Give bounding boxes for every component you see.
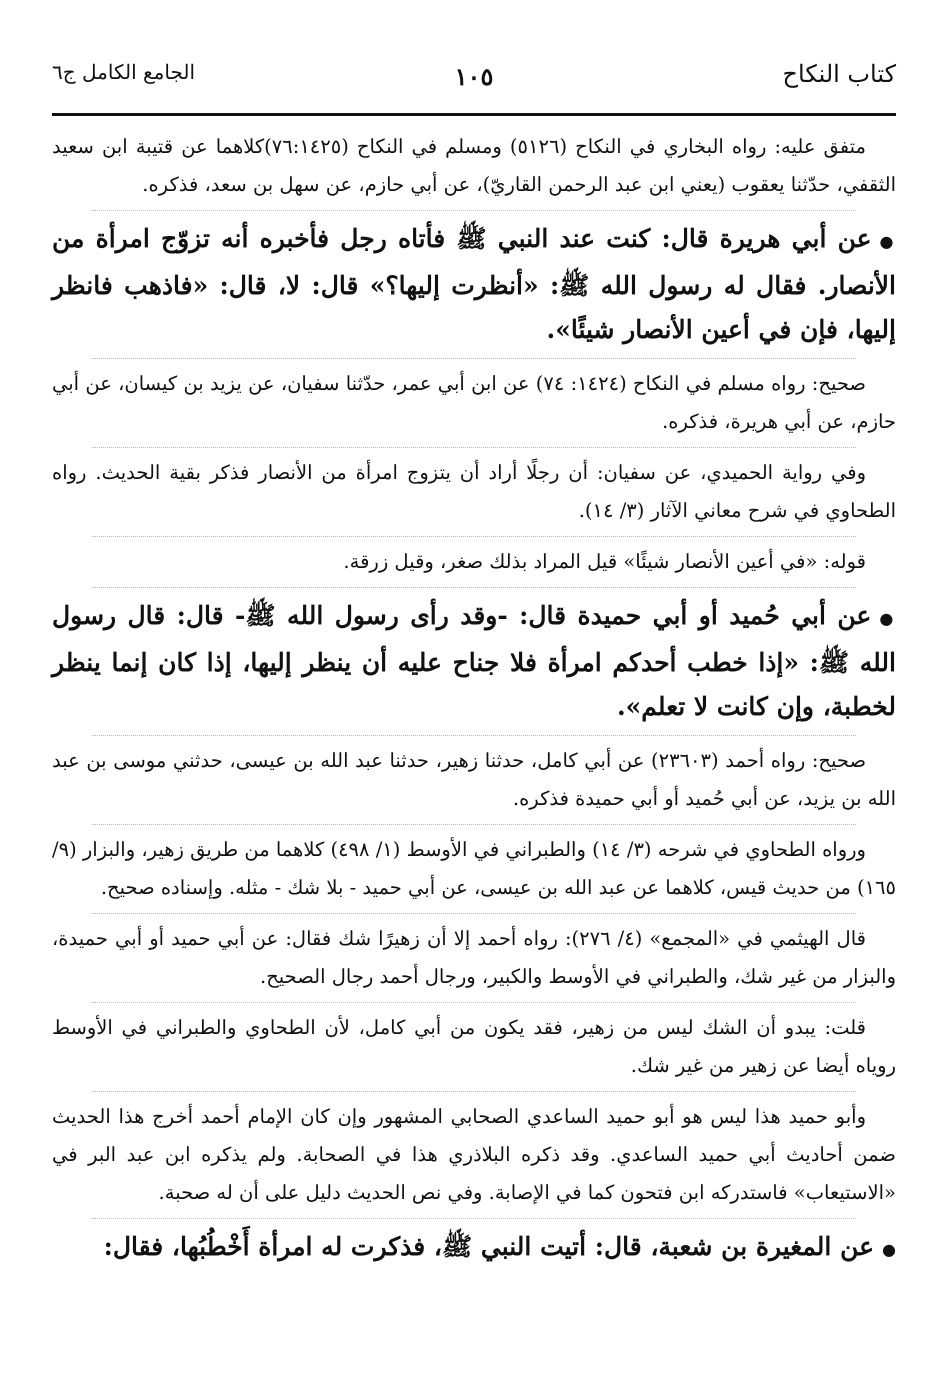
divider — [92, 824, 856, 825]
divider — [92, 447, 856, 448]
divider — [92, 913, 856, 914]
divider — [92, 735, 856, 736]
divider — [92, 587, 856, 588]
running-head-volume: الجامع الكامل ج٦ — [52, 60, 196, 84]
divider — [92, 1002, 856, 1003]
bullet-icon: ● — [879, 609, 897, 628]
takhrij-note: ورواه الطحاوي في شرحه (٣/ ١٤) والطبراني في الأوسط (١/ ٤٩٨) كلاهما من طريق زهير، والبزار (٩/ ١٦٥) من حديث قيس، كلاهما عن عبد الله بن عيسى، عن أبي حميد - بلا شك - مثله. وإسناده صحيح. — [52, 838, 896, 899]
hadith-text: عن أبي حُميد أو أبي حميدة قال: -وقد رأى رسول الله ﷺ- قال: قال رسول الله ﷺ: «إذا خطب أحدكم امرأة فلا جناح عليه أن ينظر إليها، إذا كان إنما ينظر لخطبة، وإن كانت لا تعلم». — [52, 601, 896, 721]
hadith-text: عن المغيرة بن شعبة، قال: أتيت النبي ﷺ، فذكرت له امرأة أَخْطُبُها، فقال: — [103, 1232, 875, 1261]
divider — [92, 536, 856, 537]
commentary-note: قوله: «في أعين الأنصار شيئًا» قيل المراد بذلك صغر، وقيل زرقة. — [343, 550, 866, 573]
bullet-icon: ● — [882, 1240, 896, 1259]
commentary-note: قلت: يبدو أن الشك ليس من زهير، فقد يكون من أبي كامل، لأن الطحاوي والطبراني في الأوسط روياه أيضا عن زهير من غير شك. — [52, 1016, 896, 1077]
hadith-text: عن أبي هريرة قال: كنت عند النبي ﷺ فأتاه رجل فأخبره أنه تزوّج امرأة من الأنصار. فقال له رسول الله ﷺ: «أنظرت إليها؟» قال: لا، قال: «فاذهب فانظر إليها، فإن في أعين الأنصار شيئًا». — [52, 224, 896, 344]
commentary-note: قال الهيثمي في «المجمع» (٤/ ٢٧٦): رواه أحمد إلا أن زهيرًا شك فقال: عن أبي حميد أو أبي حميدة، والبزار من غير شك، والطبراني في الأوسط والكبير، ورجال أحمد رجال الصحيح. — [52, 927, 896, 988]
divider — [92, 1091, 856, 1092]
running-head-book-title: كتاب النكاح — [782, 60, 896, 88]
page-body — [52, 128, 896, 1272]
page-number: ١٠٥ — [454, 62, 494, 91]
divider — [92, 1218, 856, 1219]
takhrij-note: متفق عليه: رواه البخاري في النكاح (٥١٢٦) ومسلم في النكاح (٧٦:١٤٢٥)كلاهما عن قتيبة ابن سعيد الثقفي، حدّثنا يعقوب (يعني ابن عبد الرحمن القاريّ)، عن أبي حازم، عن سهل بن سعد، فذكره. — [52, 135, 896, 196]
takhrij-note: صحيح: رواه مسلم في النكاح (١٤٢٤: ٧٤) عن ابن أبي عمر، حدّثنا سفيان، عن يزيد بن كيسان، عن أبي حازم، عن أبي هريرة، فذكره. — [52, 372, 896, 433]
divider — [92, 358, 856, 359]
divider — [92, 210, 856, 211]
hadith-paragraph — [52, 217, 896, 352]
hadith-paragraph — [52, 1225, 896, 1272]
page-header — [52, 60, 896, 110]
bullet-icon: ● — [879, 232, 897, 251]
takhrij-note: وفي رواية الحميدي، عن سفيان: أن رجلًا أراد أن يتزوج امرأة من الأنصار فذكر بقية الحديث. رواه الطحاوي في شرح معاني الآثار (٣/ ١٤). — [52, 461, 896, 522]
commentary-note: وأبو حميد هذا ليس هو أبو حميد الساعدي الصحابي المشهور وإن كان الإمام أحمد أخرج هذا الحديث ضمن أحاديث أبي حميد الساعدي. وقد ذكره البلاذري هذا في الصحابة. ولم يذكره ابن عبد البر في «الاستيعاب» فاستدركه ابن فتحون كما في الإصابة. وفي نص الحديث دليل على أن له صحبة. — [52, 1105, 896, 1204]
header-rule — [52, 113, 896, 116]
takhrij-note: صحيح: رواه أحمد (٢٣٦٠٣) عن أبي كامل، حدثنا زهير، حدثنا عبد الله بن عيسى، حدثني موسى بن عبد الله بن يزيد، عن أبي حُميد أو أبي حميدة فذكره. — [52, 749, 896, 810]
hadith-paragraph — [52, 594, 896, 729]
